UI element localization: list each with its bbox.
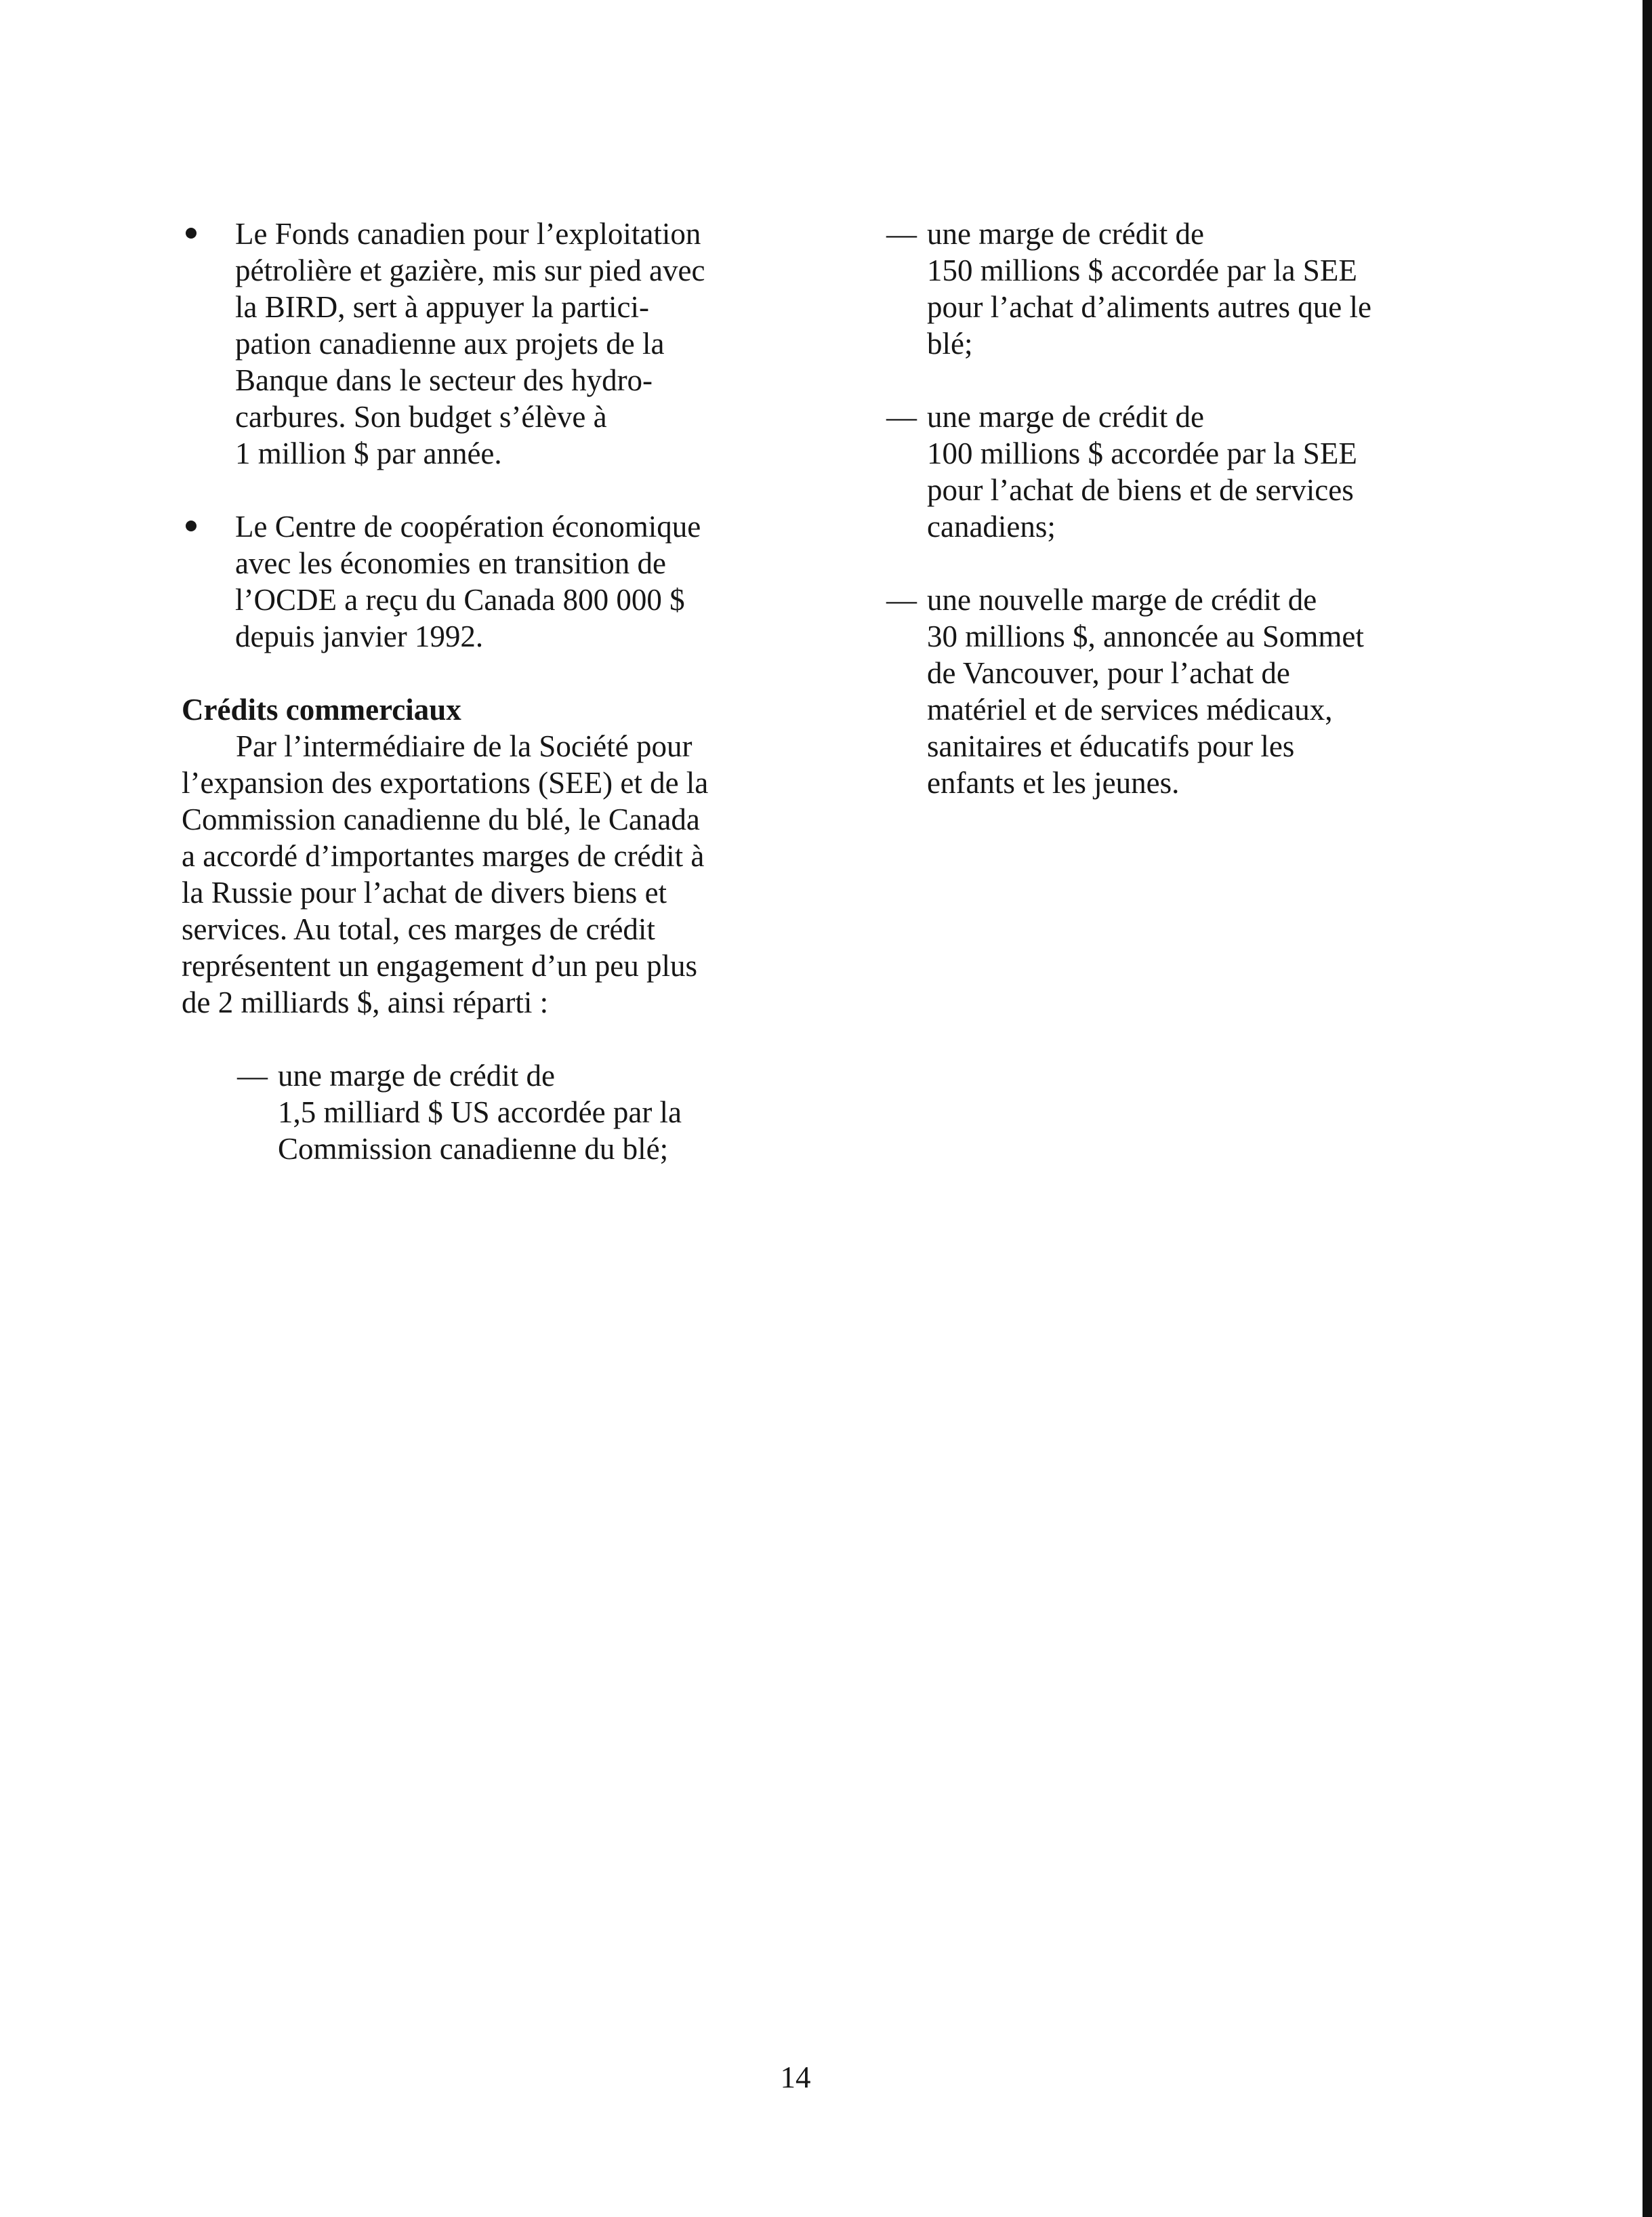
text-line: canadiens; xyxy=(927,510,1056,544)
text-line: avec les économies en transition de xyxy=(235,546,667,580)
text-line: 1 million $ par année. xyxy=(235,436,502,470)
text-line: services. Au total, ces marges de crédit xyxy=(182,912,655,946)
text-line: 1,5 milliard $ US accordée par la xyxy=(278,1095,682,1129)
text-line: une marge de crédit de xyxy=(927,217,1204,251)
text-line: 150 millions $ accordée par la SEE xyxy=(927,253,1357,287)
text-line: depuis janvier 1992. xyxy=(235,619,484,653)
text-line: une marge de crédit de xyxy=(927,400,1204,434)
bullet-icon xyxy=(186,521,197,531)
text-line: Commission canadienne du blé, le Canada xyxy=(182,802,700,836)
bullet-icon xyxy=(186,228,197,239)
dash-icon: — xyxy=(886,583,917,617)
dash-icon: — xyxy=(886,217,917,251)
text-line: blé; xyxy=(927,327,973,361)
bullet-item-fonds-canadien xyxy=(182,216,764,472)
text-line: Le Fonds canadien pour l’exploitation xyxy=(235,217,701,251)
dash-item-biens-services xyxy=(881,399,1430,545)
text-line: l’expansion des exportations (SEE) et de la xyxy=(182,766,709,800)
text-line: enfants et les jeunes. xyxy=(927,766,1180,800)
text-line: sanitaires et éducatifs pour les xyxy=(927,729,1295,763)
text-line: matériel et de services médicaux, xyxy=(927,693,1333,727)
text-line: la Russie pour l’achat de divers biens et xyxy=(182,876,667,910)
text-line: pour l’achat de biens et de services xyxy=(927,473,1354,507)
text-line: Par l’intermédiaire de la Société pour xyxy=(236,729,693,763)
dash-item-sommet-vancouver xyxy=(881,582,1430,801)
text-line: de 2 milliards $, ainsi réparti : xyxy=(182,985,549,1019)
text-line: 100 millions $ accordée par la SEE xyxy=(927,436,1357,470)
text-line: de Vancouver, pour l’achat de xyxy=(927,656,1290,690)
page-number: 14 xyxy=(780,2060,811,2094)
text-line: 30 millions $, annoncée au Sommet xyxy=(927,619,1364,653)
dash-icon: — xyxy=(886,400,917,434)
text-line: l’OCDE a reçu du Canada 800 000 $ xyxy=(235,583,685,617)
dash-item-aliments xyxy=(881,216,1430,362)
section-heading: Crédits commerciaux xyxy=(182,693,461,727)
text-line: représentent un engagement d’un peu plus xyxy=(182,949,698,983)
scan-edge-border xyxy=(1643,0,1652,2217)
dash-icon: — xyxy=(237,1059,268,1093)
text-line: une nouvelle marge de crédit de xyxy=(927,583,1317,617)
text-line: carbures. Son budget s’élève à xyxy=(235,400,607,434)
text-line: Commission canadienne du blé; xyxy=(278,1132,669,1166)
dash-item-ble xyxy=(232,1057,764,1167)
text-line: pétrolière et gazière, mis sur pied avec xyxy=(235,253,705,287)
text-line: la BIRD, sert à appuyer la partici- xyxy=(235,290,650,324)
text-line: pour l’achat d’aliments autres que le xyxy=(927,290,1371,324)
text-line: Banque dans le secteur des hydro- xyxy=(235,363,653,397)
left-column xyxy=(182,216,764,1167)
bullet-item-centre-ocde xyxy=(182,508,764,655)
text-line: Le Centre de coopération économique xyxy=(235,510,701,544)
text-line: a accordé d’importantes marges de crédit à xyxy=(182,839,705,873)
text-line: une marge de crédit de xyxy=(278,1059,555,1093)
text-line: pation canadienne aux projets de la xyxy=(235,327,665,361)
body-paragraph xyxy=(182,728,764,1021)
right-column xyxy=(881,216,1430,801)
